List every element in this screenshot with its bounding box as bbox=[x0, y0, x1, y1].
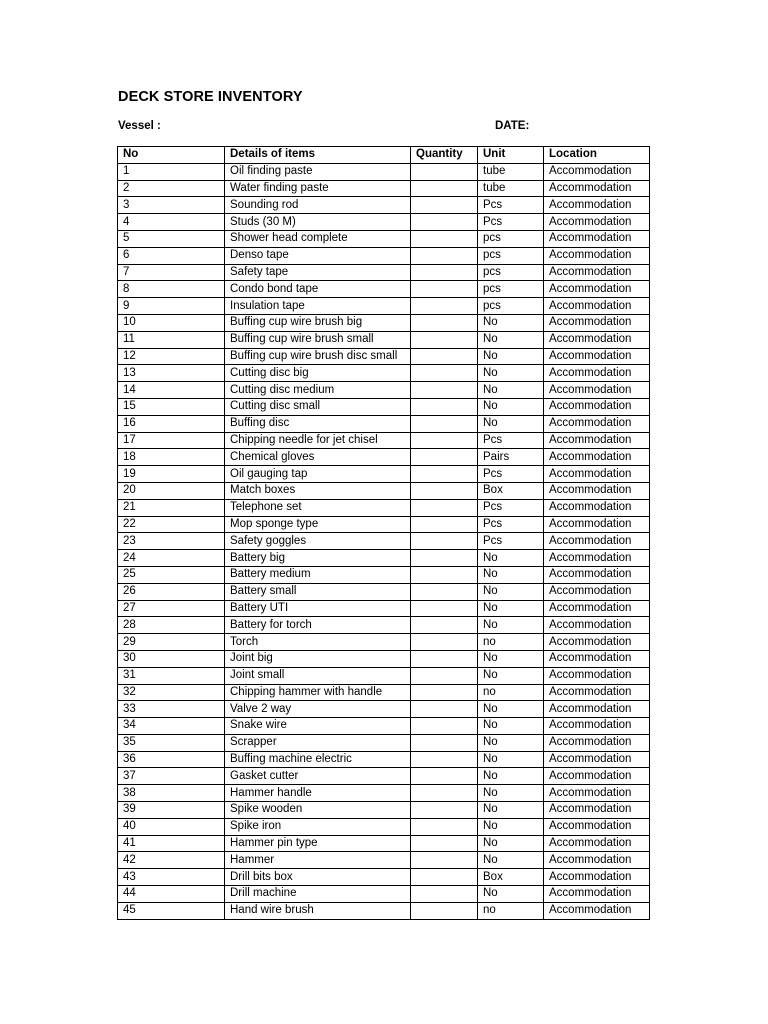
cell-details: Hammer bbox=[225, 852, 411, 869]
table-row bbox=[118, 449, 650, 466]
cell-details: Oil gauging tap bbox=[225, 466, 411, 483]
cell-location: Accommodation bbox=[544, 667, 650, 684]
table-row bbox=[118, 684, 650, 701]
cell-details: Joint small bbox=[225, 667, 411, 684]
cell-details: Joint big bbox=[225, 650, 411, 667]
cell-location: Accommodation bbox=[544, 214, 650, 231]
cell-unit: Box bbox=[478, 482, 544, 499]
cell-quantity bbox=[411, 516, 478, 533]
cell-quantity bbox=[411, 398, 478, 415]
cell-quantity bbox=[411, 734, 478, 751]
cell-location: Accommodation bbox=[544, 852, 650, 869]
cell-quantity bbox=[411, 902, 478, 919]
cell-quantity bbox=[411, 802, 478, 819]
vessel-label: Vessel : bbox=[118, 120, 161, 132]
cell-quantity bbox=[411, 365, 478, 382]
cell-no: 23 bbox=[118, 533, 225, 550]
cell-details: Hand wire brush bbox=[225, 902, 411, 919]
cell-location: Accommodation bbox=[544, 264, 650, 281]
cell-no: 24 bbox=[118, 550, 225, 567]
cell-quantity bbox=[411, 314, 478, 331]
cell-unit: No bbox=[478, 566, 544, 583]
cell-details: Battery big bbox=[225, 550, 411, 567]
table-row bbox=[118, 852, 650, 869]
cell-quantity bbox=[411, 667, 478, 684]
cell-unit: No bbox=[478, 617, 544, 634]
cell-unit: No bbox=[478, 768, 544, 785]
cell-location: Accommodation bbox=[544, 516, 650, 533]
cell-unit: tube bbox=[478, 180, 544, 197]
cell-no: 2 bbox=[118, 180, 225, 197]
table-row bbox=[118, 617, 650, 634]
cell-unit: No bbox=[478, 785, 544, 802]
header-unit: Unit bbox=[478, 147, 544, 164]
cell-no: 18 bbox=[118, 449, 225, 466]
cell-no: 38 bbox=[118, 785, 225, 802]
cell-no: 5 bbox=[118, 230, 225, 247]
cell-no: 6 bbox=[118, 247, 225, 264]
cell-details: Buffing cup wire brush disc small bbox=[225, 348, 411, 365]
header-no: No bbox=[118, 147, 225, 164]
cell-quantity bbox=[411, 197, 478, 214]
cell-no: 34 bbox=[118, 718, 225, 735]
table-row bbox=[118, 600, 650, 617]
cell-unit: No bbox=[478, 550, 544, 567]
cell-no: 10 bbox=[118, 314, 225, 331]
table-row bbox=[118, 314, 650, 331]
header-location: Location bbox=[544, 147, 650, 164]
table-row bbox=[118, 348, 650, 365]
cell-details: Match boxes bbox=[225, 482, 411, 499]
cell-quantity bbox=[411, 264, 478, 281]
cell-no: 36 bbox=[118, 751, 225, 768]
cell-details: Sounding rod bbox=[225, 197, 411, 214]
table-row bbox=[118, 734, 650, 751]
cell-no: 33 bbox=[118, 701, 225, 718]
cell-quantity bbox=[411, 718, 478, 735]
cell-unit: no bbox=[478, 634, 544, 651]
cell-no: 42 bbox=[118, 852, 225, 869]
cell-location: Accommodation bbox=[544, 886, 650, 903]
cell-no: 19 bbox=[118, 466, 225, 483]
cell-location: Accommodation bbox=[544, 382, 650, 399]
cell-unit: No bbox=[478, 583, 544, 600]
table-row bbox=[118, 751, 650, 768]
cell-unit: pcs bbox=[478, 264, 544, 281]
table-row bbox=[118, 331, 650, 348]
cell-quantity bbox=[411, 583, 478, 600]
cell-unit: No bbox=[478, 818, 544, 835]
cell-no: 16 bbox=[118, 415, 225, 432]
cell-details: Torch bbox=[225, 634, 411, 651]
cell-quantity bbox=[411, 466, 478, 483]
cell-quantity bbox=[411, 818, 478, 835]
cell-details: Hammer pin type bbox=[225, 835, 411, 852]
cell-unit: pcs bbox=[478, 230, 544, 247]
cell-location: Accommodation bbox=[544, 650, 650, 667]
cell-no: 44 bbox=[118, 886, 225, 903]
cell-unit: Pcs bbox=[478, 516, 544, 533]
table-row bbox=[118, 482, 650, 499]
cell-location: Accommodation bbox=[544, 348, 650, 365]
table-row bbox=[118, 466, 650, 483]
cell-details: Mop sponge type bbox=[225, 516, 411, 533]
cell-no: 32 bbox=[118, 684, 225, 701]
cell-unit: No bbox=[478, 718, 544, 735]
cell-unit: pcs bbox=[478, 281, 544, 298]
cell-unit: No bbox=[478, 751, 544, 768]
table-row bbox=[118, 214, 650, 231]
cell-unit: No bbox=[478, 886, 544, 903]
table-row bbox=[118, 163, 650, 180]
cell-quantity bbox=[411, 230, 478, 247]
cell-unit: Pcs bbox=[478, 432, 544, 449]
cell-no: 40 bbox=[118, 818, 225, 835]
table-row bbox=[118, 701, 650, 718]
cell-unit: Pcs bbox=[478, 197, 544, 214]
cell-unit: no bbox=[478, 684, 544, 701]
cell-details: Telephone set bbox=[225, 499, 411, 516]
cell-details: Water finding paste bbox=[225, 180, 411, 197]
cell-details: Drill bits box bbox=[225, 869, 411, 886]
cell-unit: tube bbox=[478, 163, 544, 180]
cell-details: Studs (30 M) bbox=[225, 214, 411, 231]
cell-quantity bbox=[411, 634, 478, 651]
cell-details: Valve 2 way bbox=[225, 701, 411, 718]
cell-details: Gasket cutter bbox=[225, 768, 411, 785]
cell-details: Safety goggles bbox=[225, 533, 411, 550]
cell-quantity bbox=[411, 701, 478, 718]
cell-quantity bbox=[411, 869, 478, 886]
cell-unit: No bbox=[478, 600, 544, 617]
cell-unit: Box bbox=[478, 869, 544, 886]
cell-details: Shower head complete bbox=[225, 230, 411, 247]
cell-location: Accommodation bbox=[544, 415, 650, 432]
table-row bbox=[118, 718, 650, 735]
table-row bbox=[118, 550, 650, 567]
cell-location: Accommodation bbox=[544, 902, 650, 919]
cell-details: Scrapper bbox=[225, 734, 411, 751]
table-row bbox=[118, 516, 650, 533]
date-label: DATE: bbox=[495, 120, 530, 132]
cell-location: Accommodation bbox=[544, 314, 650, 331]
cell-unit: Pcs bbox=[478, 466, 544, 483]
table-row bbox=[118, 197, 650, 214]
cell-unit: no bbox=[478, 902, 544, 919]
cell-unit: No bbox=[478, 314, 544, 331]
cell-quantity bbox=[411, 482, 478, 499]
cell-location: Accommodation bbox=[544, 617, 650, 634]
table-row bbox=[118, 566, 650, 583]
cell-details: Spike iron bbox=[225, 818, 411, 835]
cell-unit: No bbox=[478, 667, 544, 684]
cell-quantity bbox=[411, 331, 478, 348]
cell-location: Accommodation bbox=[544, 818, 650, 835]
cell-details: Chipping needle for jet chisel bbox=[225, 432, 411, 449]
cell-unit: No bbox=[478, 365, 544, 382]
cell-details: Snake wire bbox=[225, 718, 411, 735]
cell-no: 27 bbox=[118, 600, 225, 617]
cell-no: 28 bbox=[118, 617, 225, 634]
cell-no: 13 bbox=[118, 365, 225, 382]
cell-unit: Pcs bbox=[478, 533, 544, 550]
cell-location: Accommodation bbox=[544, 197, 650, 214]
cell-unit: No bbox=[478, 348, 544, 365]
cell-unit: No bbox=[478, 802, 544, 819]
cell-location: Accommodation bbox=[544, 751, 650, 768]
table-row bbox=[118, 785, 650, 802]
cell-no: 7 bbox=[118, 264, 225, 281]
cell-unit: No bbox=[478, 415, 544, 432]
cell-no: 9 bbox=[118, 298, 225, 315]
cell-no: 37 bbox=[118, 768, 225, 785]
cell-unit: Pcs bbox=[478, 499, 544, 516]
cell-quantity bbox=[411, 415, 478, 432]
cell-unit: No bbox=[478, 734, 544, 751]
cell-unit: pcs bbox=[478, 247, 544, 264]
cell-location: Accommodation bbox=[544, 684, 650, 701]
cell-unit: No bbox=[478, 835, 544, 852]
cell-no: 22 bbox=[118, 516, 225, 533]
cell-unit: No bbox=[478, 382, 544, 399]
cell-details: Battery small bbox=[225, 583, 411, 600]
cell-no: 12 bbox=[118, 348, 225, 365]
cell-no: 30 bbox=[118, 650, 225, 667]
cell-quantity bbox=[411, 886, 478, 903]
cell-location: Accommodation bbox=[544, 482, 650, 499]
table-row bbox=[118, 230, 650, 247]
table-row bbox=[118, 264, 650, 281]
cell-details: Buffing cup wire brush big bbox=[225, 314, 411, 331]
cell-location: Accommodation bbox=[544, 802, 650, 819]
cell-details: Buffing disc bbox=[225, 415, 411, 432]
cell-unit: No bbox=[478, 398, 544, 415]
cell-details: Insulation tape bbox=[225, 298, 411, 315]
table-row bbox=[118, 533, 650, 550]
table-row bbox=[118, 415, 650, 432]
cell-quantity bbox=[411, 835, 478, 852]
table-row bbox=[118, 365, 650, 382]
cell-no: 15 bbox=[118, 398, 225, 415]
header-details: Details of items bbox=[225, 147, 411, 164]
cell-unit: No bbox=[478, 852, 544, 869]
cell-location: Accommodation bbox=[544, 634, 650, 651]
cell-details: Cutting disc small bbox=[225, 398, 411, 415]
cell-location: Accommodation bbox=[544, 331, 650, 348]
cell-details: Hammer handle bbox=[225, 785, 411, 802]
cell-no: 35 bbox=[118, 734, 225, 751]
document-title: DECK STORE INVENTORY bbox=[118, 89, 303, 105]
cell-unit: No bbox=[478, 701, 544, 718]
cell-location: Accommodation bbox=[544, 432, 650, 449]
cell-quantity bbox=[411, 348, 478, 365]
cell-unit: Pairs bbox=[478, 449, 544, 466]
table-header-row bbox=[118, 147, 650, 164]
cell-quantity bbox=[411, 214, 478, 231]
table-row bbox=[118, 835, 650, 852]
cell-details: Spike wooden bbox=[225, 802, 411, 819]
cell-details: Battery UTI bbox=[225, 600, 411, 617]
cell-details: Denso tape bbox=[225, 247, 411, 264]
cell-location: Accommodation bbox=[544, 466, 650, 483]
cell-location: Accommodation bbox=[544, 247, 650, 264]
cell-no: 1 bbox=[118, 163, 225, 180]
cell-quantity bbox=[411, 382, 478, 399]
cell-quantity bbox=[411, 650, 478, 667]
cell-location: Accommodation bbox=[544, 230, 650, 247]
table-row bbox=[118, 281, 650, 298]
table-row bbox=[118, 886, 650, 903]
cell-location: Accommodation bbox=[544, 550, 650, 567]
cell-no: 3 bbox=[118, 197, 225, 214]
cell-location: Accommodation bbox=[544, 583, 650, 600]
cell-location: Accommodation bbox=[544, 600, 650, 617]
cell-unit: Pcs bbox=[478, 214, 544, 231]
table-body bbox=[118, 163, 650, 919]
cell-details: Safety tape bbox=[225, 264, 411, 281]
table-row bbox=[118, 298, 650, 315]
cell-quantity bbox=[411, 785, 478, 802]
inventory-table bbox=[117, 146, 650, 920]
cell-location: Accommodation bbox=[544, 785, 650, 802]
cell-details: Drill machine bbox=[225, 886, 411, 903]
table-row bbox=[118, 667, 650, 684]
cell-details: Chemical gloves bbox=[225, 449, 411, 466]
cell-location: Accommodation bbox=[544, 499, 650, 516]
table-row bbox=[118, 432, 650, 449]
cell-no: 26 bbox=[118, 583, 225, 600]
cell-quantity bbox=[411, 298, 478, 315]
cell-quantity bbox=[411, 852, 478, 869]
cell-details: Chipping hammer with handle bbox=[225, 684, 411, 701]
cell-unit: pcs bbox=[478, 298, 544, 315]
header-quantity: Quantity bbox=[411, 147, 478, 164]
cell-location: Accommodation bbox=[544, 298, 650, 315]
cell-details: Buffing cup wire brush small bbox=[225, 331, 411, 348]
cell-quantity bbox=[411, 281, 478, 298]
cell-quantity bbox=[411, 499, 478, 516]
cell-no: 31 bbox=[118, 667, 225, 684]
table-row bbox=[118, 499, 650, 516]
table-row bbox=[118, 818, 650, 835]
cell-quantity bbox=[411, 533, 478, 550]
cell-no: 25 bbox=[118, 566, 225, 583]
cell-no: 17 bbox=[118, 432, 225, 449]
cell-no: 11 bbox=[118, 331, 225, 348]
cell-quantity bbox=[411, 768, 478, 785]
table-row bbox=[118, 869, 650, 886]
cell-details: Condo bond tape bbox=[225, 281, 411, 298]
cell-details: Battery medium bbox=[225, 566, 411, 583]
cell-quantity bbox=[411, 163, 478, 180]
cell-location: Accommodation bbox=[544, 449, 650, 466]
cell-quantity bbox=[411, 617, 478, 634]
cell-quantity bbox=[411, 684, 478, 701]
cell-details: Cutting disc big bbox=[225, 365, 411, 382]
cell-location: Accommodation bbox=[544, 365, 650, 382]
table-row bbox=[118, 634, 650, 651]
cell-location: Accommodation bbox=[544, 869, 650, 886]
cell-location: Accommodation bbox=[544, 701, 650, 718]
cell-no: 29 bbox=[118, 634, 225, 651]
cell-no: 43 bbox=[118, 869, 225, 886]
cell-unit: No bbox=[478, 650, 544, 667]
table-row bbox=[118, 247, 650, 264]
cell-location: Accommodation bbox=[544, 281, 650, 298]
cell-no: 14 bbox=[118, 382, 225, 399]
cell-unit: No bbox=[478, 331, 544, 348]
cell-quantity bbox=[411, 550, 478, 567]
cell-location: Accommodation bbox=[544, 718, 650, 735]
table-row bbox=[118, 398, 650, 415]
cell-no: 20 bbox=[118, 482, 225, 499]
cell-no: 21 bbox=[118, 499, 225, 516]
cell-no: 45 bbox=[118, 902, 225, 919]
cell-quantity bbox=[411, 600, 478, 617]
cell-location: Accommodation bbox=[544, 533, 650, 550]
table-row bbox=[118, 180, 650, 197]
cell-location: Accommodation bbox=[544, 398, 650, 415]
cell-details: Battery for torch bbox=[225, 617, 411, 634]
cell-location: Accommodation bbox=[544, 768, 650, 785]
table-row bbox=[118, 583, 650, 600]
cell-quantity bbox=[411, 247, 478, 264]
cell-location: Accommodation bbox=[544, 180, 650, 197]
cell-location: Accommodation bbox=[544, 566, 650, 583]
cell-location: Accommodation bbox=[544, 835, 650, 852]
cell-quantity bbox=[411, 180, 478, 197]
table-row bbox=[118, 650, 650, 667]
cell-no: 8 bbox=[118, 281, 225, 298]
cell-details: Buffing machine electric bbox=[225, 751, 411, 768]
cell-location: Accommodation bbox=[544, 734, 650, 751]
cell-quantity bbox=[411, 449, 478, 466]
cell-quantity bbox=[411, 432, 478, 449]
cell-quantity bbox=[411, 751, 478, 768]
cell-location: Accommodation bbox=[544, 163, 650, 180]
cell-no: 4 bbox=[118, 214, 225, 231]
table-row bbox=[118, 382, 650, 399]
table-row bbox=[118, 768, 650, 785]
cell-details: Cutting disc medium bbox=[225, 382, 411, 399]
cell-quantity bbox=[411, 566, 478, 583]
table-row bbox=[118, 802, 650, 819]
cell-details: Oil finding paste bbox=[225, 163, 411, 180]
table-row bbox=[118, 902, 650, 919]
cell-no: 41 bbox=[118, 835, 225, 852]
cell-no: 39 bbox=[118, 802, 225, 819]
